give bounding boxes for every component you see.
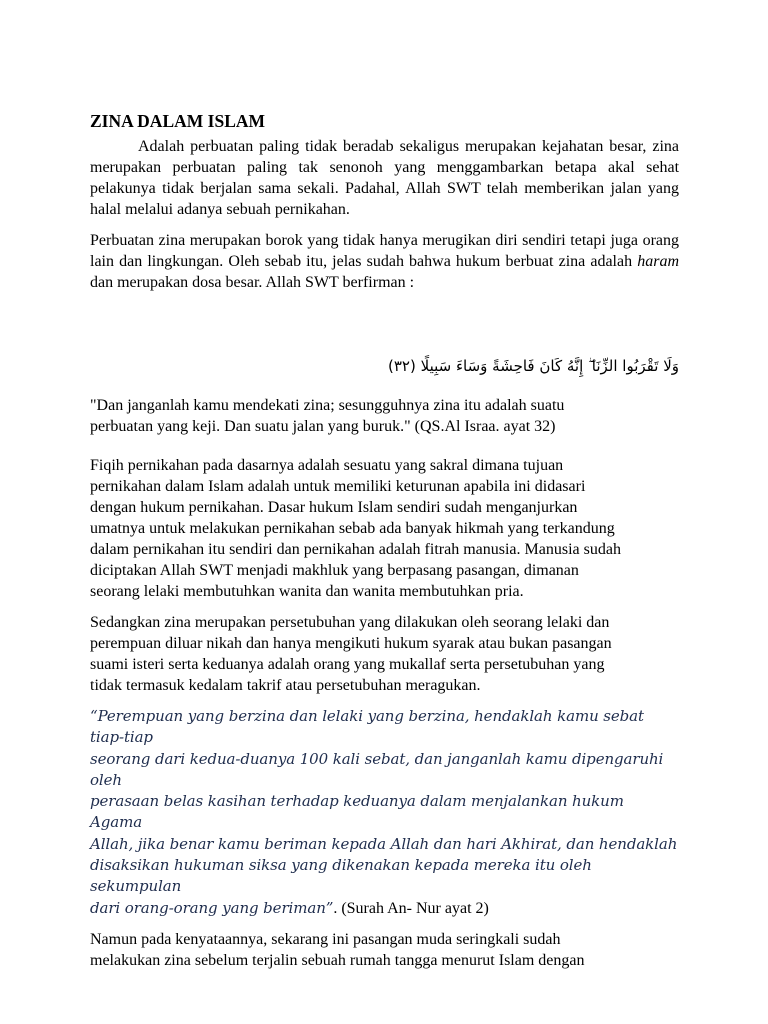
- verse-translation: [90, 395, 679, 437]
- text-line: umatnya untuk melakukan pernikahan sebab ada banyak hikmah yang terkandung: [90, 520, 615, 537]
- text-line: Namun pada kenyataannya, sekarang ini pasangan muda seringkali sudah: [90, 930, 561, 948]
- paragraph-5: [90, 929, 679, 971]
- text-line: "Dan janganlah kamu mendekati zina; sesungguhnya zina itu adalah suatu: [90, 397, 565, 414]
- paragraph-2: [90, 230, 679, 293]
- text-line: zina merupakan perbuatan paling tak senonoh yang menggambarkan betapa akal: [90, 138, 680, 176]
- quran-quote: [90, 706, 679, 919]
- paragraph-1: [90, 136, 679, 220]
- text-line: perbuatan yang keji. Dan suatu jalan yang buruk." (QS.Al Israa. ayat 32): [90, 418, 556, 435]
- text-line: diciptakan Allah SWT menjadi makhluk yang berpasang pasangan, dimanan: [90, 562, 579, 579]
- quote-line: seorang dari kedua-duanya 100 kali sebat, dan janganlah kamu dipengaruhi oleh: [90, 749, 664, 789]
- text-line: juga orang lain dan lingkungan. Oleh sebab itu, jelas sudah bahwa hukum berbuat: [90, 232, 680, 270]
- document-body: [90, 110, 679, 971]
- text-line: pernikahan dalam Islam adalah untuk memiliki keturunan apabila ini didasari: [90, 478, 586, 495]
- quote-line: dari orang-orang yang beriman”: [90, 898, 334, 917]
- paragraph-3: [90, 455, 679, 602]
- page-title: ZINA DALAM ISLAM: [90, 111, 266, 131]
- quote-reference: . (Surah An- Nur ayat 2): [333, 899, 489, 917]
- text-line: dalam pernikahan itu sendiri dan pernikahan adalah fitrah manusia. Manusia sudah: [90, 541, 621, 558]
- text-line: dengan hukum pernikahan. Dasar hukum Islam sendiri sudah menganjurkan: [90, 499, 578, 516]
- text-line: melakukan zina sebelum terjalin sebuah rumah tangga menurut Islam dengan: [90, 951, 585, 969]
- quote-line: perasaan belas kasihan terhadap keduanya dalam menjalankan hukum Agama: [90, 792, 624, 832]
- text-line: Adalah perbuatan paling tidak beradab sekaligus merupakan kejahatan besar,: [138, 138, 647, 155]
- text-line: Sedangkan zina merupakan persetubuhan yang dilakukan oleh seorang lelaki dan: [90, 614, 610, 631]
- text-line: tidak termasuk kedalam takrif atau persetubuhan meragukan.: [90, 677, 481, 694]
- text-segment: zina adalah: [558, 253, 638, 270]
- text-line: perempuan diluar nikah dan hanya mengikuti hukum syarak atau bukan pasangan: [90, 635, 612, 652]
- emphasis-haram: haram: [637, 253, 679, 270]
- quote-line: Allah, jika benar kamu beriman kepada Allah dan hari Akhirat, dan hendaklah: [90, 834, 678, 853]
- text-line: sehat pelakunya tidak berjalan sama sekali. Padahal, Allah SWT telah memberikan: [90, 159, 680, 197]
- quote-line: “Perempuan yang berzina dan lelaki yang berzina, hendaklah kamu sebat tiap-tiap: [90, 707, 644, 747]
- text-line: Fiqih pernikahan pada dasarnya adalah sesuatu yang sakral dimana tujuan: [90, 457, 564, 474]
- text-line: suami isteri serta keduanya adalah orang yang mukallaf serta persetubuhan yang: [90, 656, 605, 673]
- text-line: seorang lelaki membutuhkan wanita dan wanita membutuhkan pria.: [90, 583, 524, 600]
- text-segment: dan merupakan dosa besar. Allah SWT berfirman :: [90, 274, 415, 291]
- text-line: Perbuatan zina merupakan borok yang tidak hanya merugikan diri sendiri tetapi: [90, 232, 606, 249]
- quote-line: disaksikan hukuman siksa yang dikenakan kepada mereka itu oleh sekumpulan: [90, 856, 592, 896]
- arabic-verse: وَلَا تَقْرَبُوا الزِّنَا ۖ إِنَّهُ كَانَ فَاحِشَةً وَسَاءَ سَبِيلًا (٣٢): [388, 357, 679, 375]
- text-line: jalan yang halal melalui adanya sebuah pernikahan.: [90, 180, 680, 218]
- paragraph-4: [90, 612, 679, 696]
